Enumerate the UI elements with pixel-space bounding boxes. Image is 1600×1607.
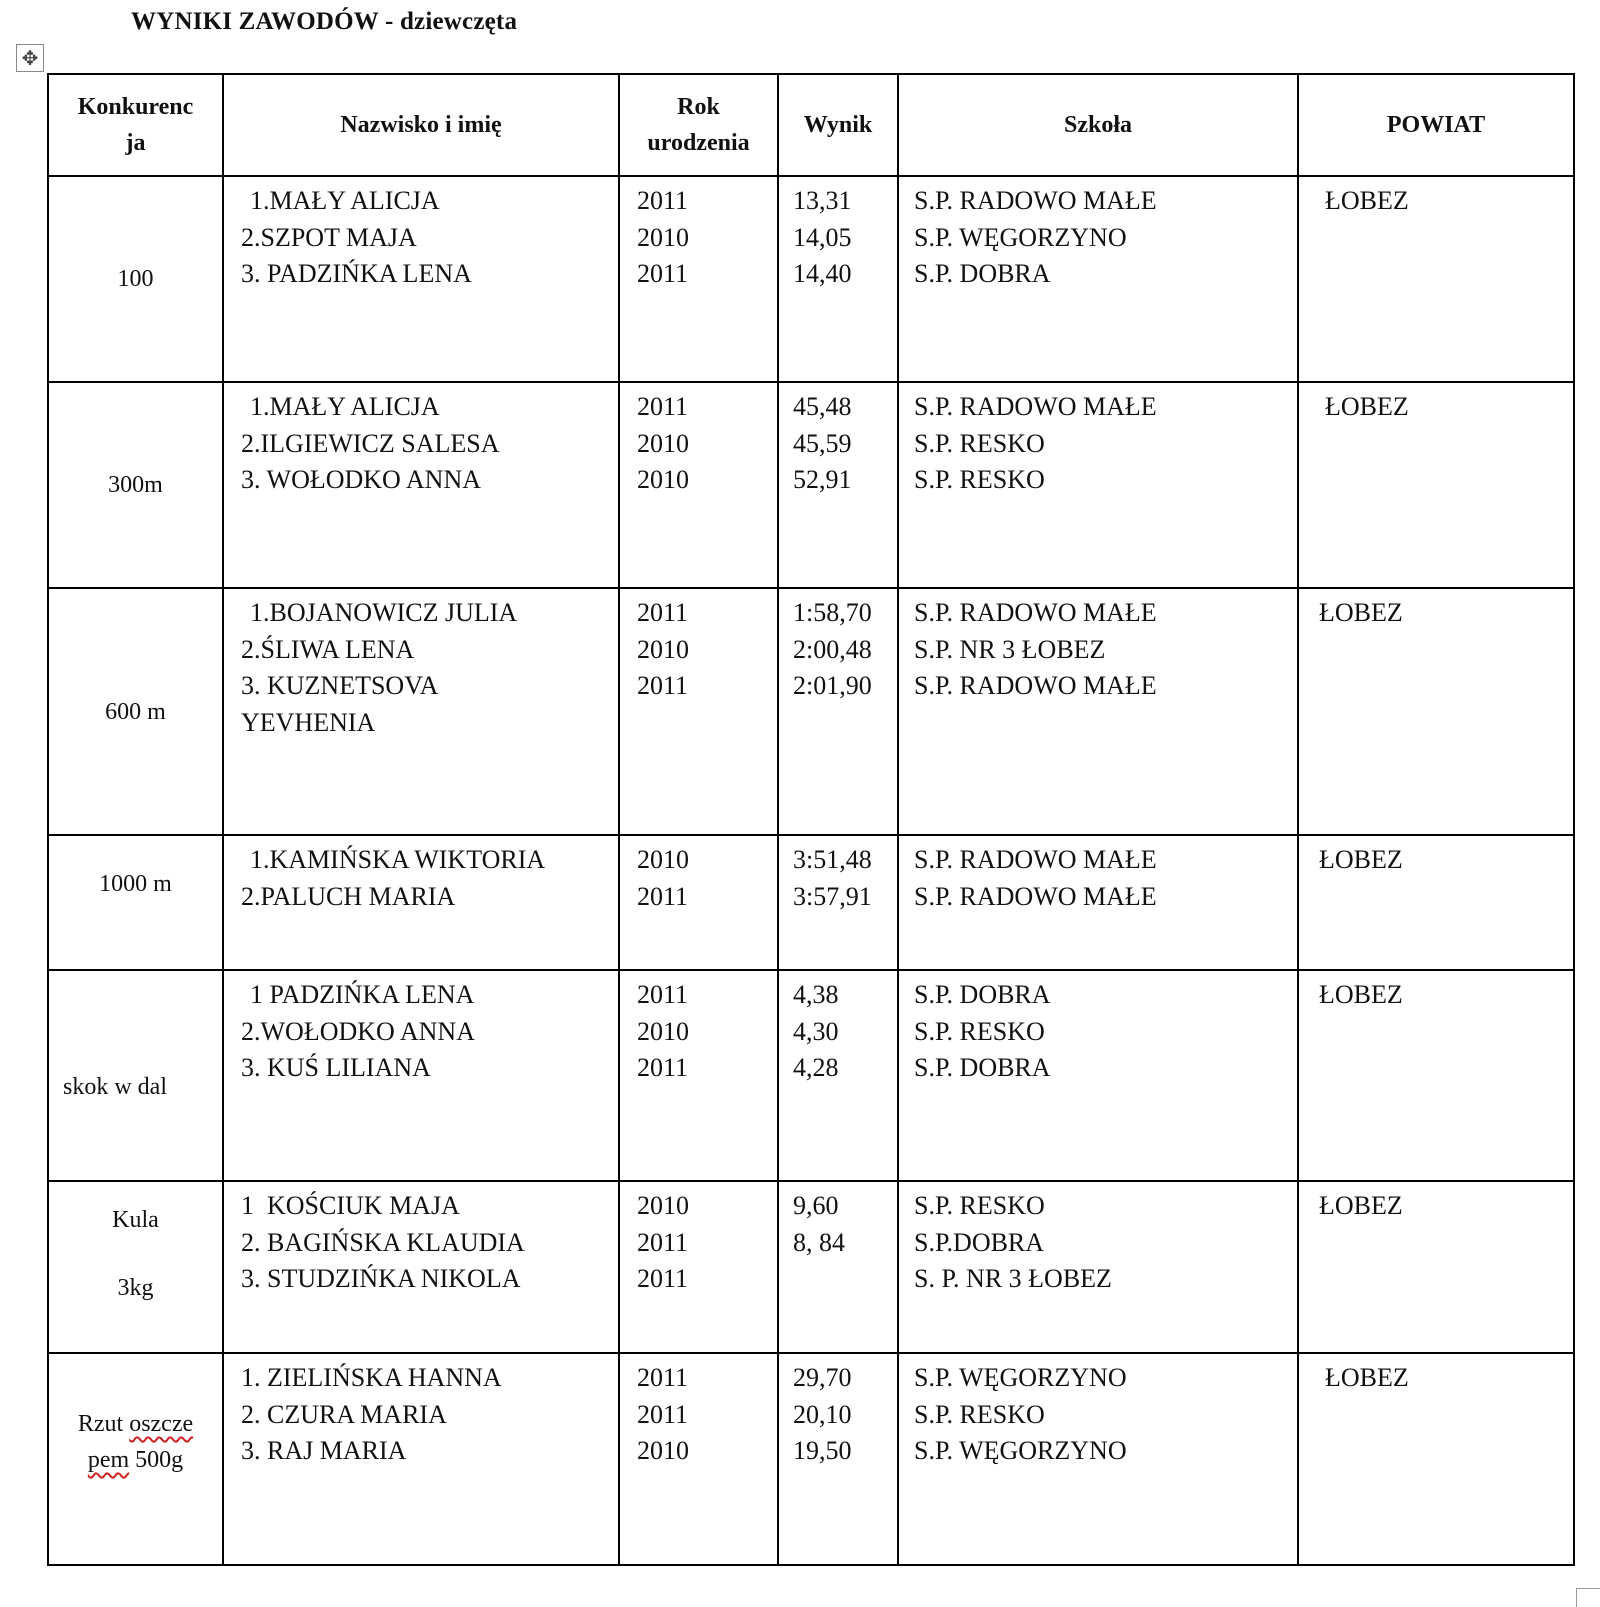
school-line: S.P. WĘGORZYNO xyxy=(914,1363,1127,1392)
header-row xyxy=(48,74,1574,176)
event-label-line2: 3kg xyxy=(117,1275,154,1301)
year-line: 2010 xyxy=(637,1436,689,1465)
table-row xyxy=(48,588,1574,835)
school-line: S.P. RESKO xyxy=(914,1399,1045,1429)
years-cell xyxy=(619,1353,778,1565)
name-line: 2. BAGIŃSKA KLAUDIA xyxy=(241,1227,525,1257)
powiat-cell xyxy=(1298,835,1574,970)
result-line: 19,50 xyxy=(793,1436,852,1465)
school-line: S.P. NR 3 ŁOBEZ xyxy=(914,634,1106,664)
years-cell xyxy=(619,588,778,835)
results-cell xyxy=(778,835,898,970)
result-line: 13,31 xyxy=(793,186,852,215)
header-year xyxy=(619,74,778,176)
result-line: 3:51,48 xyxy=(793,845,872,874)
spelling-error-word[interactable]: oszcze xyxy=(129,1411,194,1437)
powiat-line: ŁOBEZ xyxy=(1325,1363,1409,1392)
year-line: 2010 xyxy=(637,634,689,664)
year-line: 2011 xyxy=(637,1363,689,1392)
schools-cell xyxy=(898,176,1298,382)
years-cell xyxy=(619,176,778,382)
name-line: YEVHENIA xyxy=(241,707,376,737)
names-cell xyxy=(223,970,619,1181)
year-line: 2010 xyxy=(637,222,689,252)
results-cell xyxy=(778,382,898,588)
year-line: 2010 xyxy=(637,465,689,494)
table-row xyxy=(48,835,1574,970)
schools-cell xyxy=(898,970,1298,1181)
schools-cell xyxy=(898,835,1298,970)
event-word-rzut: Rzut xyxy=(77,1411,124,1437)
results-cell xyxy=(778,1181,898,1353)
name-line: 1.MAŁY ALICJA xyxy=(250,186,440,215)
name-line: 3. PADZIŃKA LENA xyxy=(241,259,472,288)
header-event-line1: Konkurenc xyxy=(77,94,194,120)
name-line: 3. RAJ MARIA xyxy=(241,1436,407,1465)
powiat-cell xyxy=(1298,382,1574,588)
header-year-line2: urodzenia xyxy=(647,130,750,156)
powiat-cell xyxy=(1298,176,1574,382)
event-cell xyxy=(48,588,223,835)
year-line: 2010 xyxy=(637,1016,689,1046)
result-line: 1:58,70 xyxy=(793,598,872,627)
name-line: 1.BOJANOWICZ JULIA xyxy=(250,598,518,627)
spelling-error-word[interactable]: pem xyxy=(87,1447,130,1473)
event-cell xyxy=(48,176,223,382)
header-powiat: POWIAT xyxy=(1298,74,1574,176)
result-line: 45,48 xyxy=(793,392,852,421)
header-event-line2: ja xyxy=(125,130,146,156)
school-line: S.P. RADOWO MAŁE xyxy=(914,392,1157,421)
year-line: 2011 xyxy=(637,671,689,700)
school-line: S.P. RESKO xyxy=(914,1016,1045,1046)
year-line: 2010 xyxy=(637,1191,689,1220)
years-cell xyxy=(619,835,778,970)
school-line: S.P. RADOWO MAŁE xyxy=(914,845,1157,874)
result-line: 2:01,90 xyxy=(793,671,872,700)
year-line: 2011 xyxy=(637,598,689,627)
names-cell xyxy=(223,1181,619,1353)
result-line: 4,30 xyxy=(793,1016,839,1046)
event-label-line1 xyxy=(49,1406,222,1442)
table-resize-handle[interactable] xyxy=(1576,1588,1600,1607)
names-cell xyxy=(223,1353,619,1565)
table-row xyxy=(48,382,1574,588)
schools-cell xyxy=(898,588,1298,835)
header-name: Nazwisko i imię xyxy=(223,74,619,176)
result-line: 9,60 xyxy=(793,1191,839,1220)
name-line: 2.WOŁODKO ANNA xyxy=(241,1016,475,1046)
school-line: S.P. RADOWO MAŁE xyxy=(914,881,1157,911)
name-line: 2.PALUCH MARIA xyxy=(241,881,456,911)
event-cell xyxy=(48,835,223,970)
school-line: S.P. WĘGORZYNO xyxy=(914,222,1127,252)
header-event xyxy=(48,74,223,176)
names-cell xyxy=(223,588,619,835)
school-line: S.P. DOBRA xyxy=(914,259,1051,288)
school-line: S.P. WĘGORZYNO xyxy=(914,1436,1127,1465)
name-line: 1 KOŚCIUK MAJA xyxy=(241,1191,460,1220)
results-table xyxy=(47,73,1575,1566)
school-line: S. P. NR 3 ŁOBEZ xyxy=(914,1264,1112,1293)
result-line: 2:00,48 xyxy=(793,634,872,664)
years-cell xyxy=(619,1181,778,1353)
year-line: 2010 xyxy=(637,428,689,458)
result-line: 4,38 xyxy=(793,980,839,1009)
document-title: WYNIKI ZAWODÓW - dziewczęta xyxy=(131,8,518,35)
event-word-weight: 500g xyxy=(135,1447,184,1473)
name-line: 3. STUDZIŃKA NIKOLA xyxy=(241,1264,521,1293)
name-line: 3. WOŁODKO ANNA xyxy=(241,465,482,494)
header-result: Wynik xyxy=(778,74,898,176)
school-line: S.P. RADOWO MAŁE xyxy=(914,671,1157,700)
event-label: 1000 m xyxy=(99,871,172,897)
result-line: 8, 84 xyxy=(793,1227,845,1257)
name-line: 2.ŚLIWA LENA xyxy=(241,634,415,664)
results-cell xyxy=(778,588,898,835)
event-cell xyxy=(48,1353,223,1565)
result-line: 20,10 xyxy=(793,1399,852,1429)
results-cell xyxy=(778,176,898,382)
names-cell xyxy=(223,176,619,382)
schools-cell xyxy=(898,1353,1298,1565)
year-line: 2011 xyxy=(637,1264,689,1293)
school-line: S.P.DOBRA xyxy=(914,1227,1045,1257)
powiat-line: ŁOBEZ xyxy=(1319,845,1403,874)
year-line: 2011 xyxy=(637,881,689,911)
event-label: 300m xyxy=(108,472,163,498)
result-line: 3:57,91 xyxy=(793,881,872,911)
powiat-line: ŁOBEZ xyxy=(1325,186,1409,215)
powiat-cell xyxy=(1298,1353,1574,1565)
result-line: 14,05 xyxy=(793,222,852,252)
name-line: 2.SZPOT MAJA xyxy=(241,222,417,252)
result-line: 14,40 xyxy=(793,259,852,288)
name-line: 1.KAMIŃSKA WIKTORIA xyxy=(250,845,546,874)
event-label: skok w dal xyxy=(63,1073,167,1100)
header-year-line1: Rok xyxy=(677,94,720,120)
names-cell xyxy=(223,382,619,588)
powiat-cell xyxy=(1298,970,1574,1181)
results-cell xyxy=(778,1353,898,1565)
name-line: 1 PADZIŃKA LENA xyxy=(250,980,475,1009)
table-row xyxy=(48,176,1574,382)
powiat-line: ŁOBEZ xyxy=(1325,392,1409,421)
event-cell xyxy=(48,1181,223,1353)
event-label: 600 m xyxy=(105,698,166,725)
year-line: 2011 xyxy=(637,186,689,215)
result-line: 45,59 xyxy=(793,428,852,458)
name-line: 3. KUŚ LILIANA xyxy=(241,1053,431,1082)
name-line: 1. ZIELIŃSKA HANNA xyxy=(241,1363,502,1392)
school-line: S.P. RESKO xyxy=(914,1191,1045,1220)
year-line: 2011 xyxy=(637,980,689,1009)
school-line: S.P. RESKO xyxy=(914,428,1045,458)
name-line: 2.ILGIEWICZ SALESA xyxy=(241,428,500,458)
school-line: S.P. RESKO xyxy=(914,465,1045,494)
powiat-cell xyxy=(1298,1181,1574,1353)
event-label-line2 xyxy=(49,1442,222,1478)
names-cell xyxy=(223,835,619,970)
year-line: 2011 xyxy=(637,1053,689,1082)
result-line: 29,70 xyxy=(793,1363,852,1392)
name-line: 3. KUZNETSOVA xyxy=(241,671,439,700)
year-line: 2011 xyxy=(637,392,689,421)
event-label-line1: Kula xyxy=(112,1207,159,1233)
move-handle-icon[interactable]: ✥ xyxy=(16,44,44,72)
event-cell xyxy=(48,970,223,1181)
school-line: S.P. RADOWO MAŁE xyxy=(914,598,1157,627)
event-cell xyxy=(48,382,223,588)
result-line: 52,91 xyxy=(793,465,852,494)
powiat-line: ŁOBEZ xyxy=(1319,598,1403,627)
year-line: 2011 xyxy=(637,1399,689,1429)
powiat-line: ŁOBEZ xyxy=(1319,1191,1403,1220)
schools-cell xyxy=(898,1181,1298,1353)
school-line: S.P. RADOWO MAŁE xyxy=(914,186,1157,215)
table-row xyxy=(48,1353,1574,1565)
year-line: 2010 xyxy=(637,845,689,874)
table-row xyxy=(48,970,1574,1181)
school-line: S.P. DOBRA xyxy=(914,980,1051,1009)
year-line: 2011 xyxy=(637,259,689,288)
name-line: 1.MAŁY ALICJA xyxy=(250,392,440,421)
schools-cell xyxy=(898,382,1298,588)
results-cell xyxy=(778,970,898,1181)
years-cell xyxy=(619,382,778,588)
powiat-cell xyxy=(1298,588,1574,835)
years-cell xyxy=(619,970,778,1181)
powiat-line: ŁOBEZ xyxy=(1319,980,1403,1009)
year-line: 2011 xyxy=(637,1227,689,1257)
school-line: S.P. DOBRA xyxy=(914,1053,1051,1082)
table-row xyxy=(48,1181,1574,1353)
result-line: 4,28 xyxy=(793,1053,839,1082)
name-line: 2. CZURA MARIA xyxy=(241,1399,447,1429)
header-school: Szkoła xyxy=(898,74,1298,176)
event-label: 100 xyxy=(117,266,154,292)
